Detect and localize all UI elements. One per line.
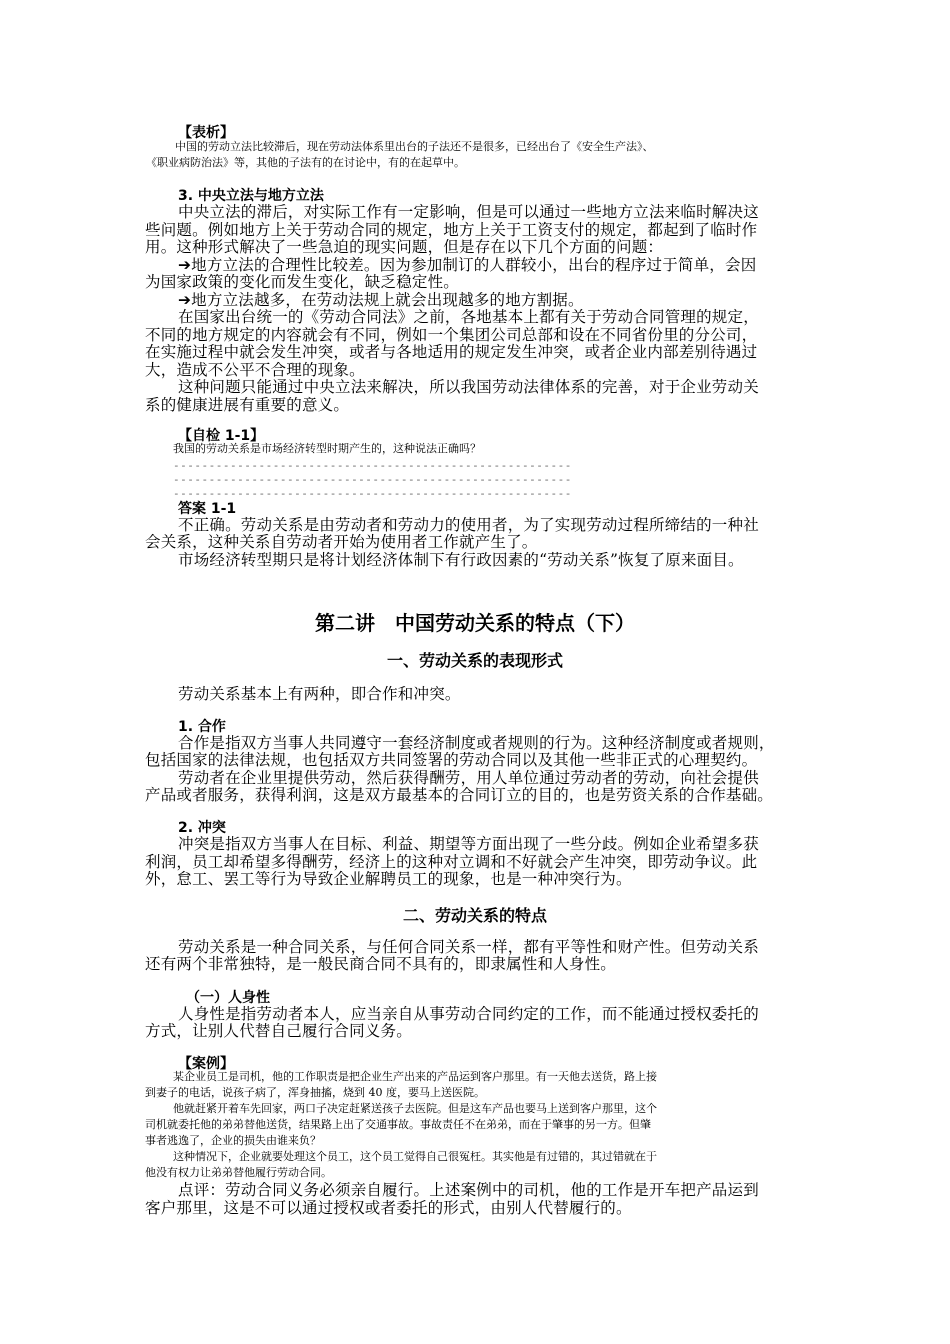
cooperation-title: 1. 合作 xyxy=(178,719,226,735)
case-line: 司机就委托他的弟弟替他送货，结果路上出了交通事故。事故责任不在弟弟，而在于肇事的另一方。但肇 xyxy=(145,1118,651,1131)
paragraph-line: 利润，员工却希望多得酬劳，经济上的这种对立调和不好就会产生冲突，即劳动争议。此 xyxy=(145,853,758,871)
case-line: 到妻子的电话，说孩子病了，浑身抽搐，烧到 40 度，要马上送医院。 xyxy=(145,1086,485,1099)
paragraph-line: 为国家政策的变化而发生变化，缺乏稳定性。 xyxy=(145,273,460,291)
paragraph-line: 冲突是指双方当事人在目标、利益、期望等方面出现了一些分歧。例如企业希望多获 xyxy=(178,835,759,853)
biaoxi-line: 《职业病防治法》等，其他的子法有的在讨论中，有的在起草中。 xyxy=(146,156,465,169)
self-check-question: 我国的劳动关系是市场经济转型时期产生的，这种说法正确吗？ xyxy=(173,442,481,455)
case-line: 某企业员工是司机，他的工作职责是把企业生产出来的产品运到客户那里。有一天他去送货，路上接 xyxy=(173,1070,657,1083)
tag-biaoxi: 【表析】 xyxy=(178,125,234,141)
paragraph-line: 方式，让别人代替自己履行合同义务。 xyxy=(145,1022,412,1040)
paragraph-line: 产品或者服务，获得利润，这是双方最基本的合同订立的目的，也是劳资关系的合作基础。 xyxy=(145,786,774,804)
part-1-title: 一、劳动关系的表现形式 xyxy=(386,651,563,670)
paragraph-line: 还有两个非常独特，是一般民商合同不具有的，即隶属性和人身性。 xyxy=(145,955,617,973)
paragraph-line: 大，造成不公平不合理的现象。 xyxy=(145,361,365,379)
section-3-title: 3. 中央立法与地方立法 xyxy=(178,188,324,204)
paragraph-line: 些问题。例如地方上关于劳动合同的规定，地方上关于工资支付的规定，都起到了临时作 xyxy=(145,221,758,239)
personal-title: （一）人身性 xyxy=(186,990,270,1006)
bullet-line: ➔地方立法越多，在劳动法规上就会出现越多的地方割据。 xyxy=(178,291,584,309)
answer-line: 会关系，这种关系自劳动者开始为使用者工作就产生了。 xyxy=(145,533,538,551)
paragraph-line: 合作是指双方当事人共同遵守一套经济制度或者规则的行为。这种经济制度或者规则， xyxy=(178,734,775,752)
answer-blank-line: -------------------------------------------------------- xyxy=(173,473,572,486)
case-line: 这种情况下，企业就要处理这个员工，这个员工觉得自己很冤枉。其实他是有过错的，其过错就在于 xyxy=(173,1150,657,1163)
answer-line: 不正确。劳动关系是由劳动者和劳动力的使用者，为了实现劳动过程所缔结的一种社 xyxy=(178,516,759,534)
case-line: 事者逃逸了，企业的损失由谁来负？ xyxy=(145,1134,321,1147)
lecture-title: 第二讲 中国劳动关系的特点（下） xyxy=(315,611,635,635)
paragraph-line: 中央立法的滞后，对实际工作有一定影响，但是可以通过一些地方立法来临时解决这 xyxy=(178,203,759,221)
biaoxi-line: 中国的劳动立法比较滞后，现在劳动法体系里出台的子法还不是很多，已经出台了《安全生产法》、 xyxy=(175,140,654,153)
paragraph-line: 劳动者在企业里提供劳动，然后获得酬劳，用人单位通过劳动者的劳动，向社会提供 xyxy=(178,769,759,787)
part-2-title: 二、劳动关系的特点 xyxy=(402,906,547,925)
case-line: 他没有权力让弟弟替他履行劳动合同。 xyxy=(145,1166,332,1179)
paragraph-line: 外，怠工、罢工等行为导致企业解聘员工的现象，也是一种冲突行为。 xyxy=(145,870,632,888)
paragraph-line: 用。这种形式解决了一些急迫的现实问题，但是存在以下几个方面的问题： xyxy=(145,238,664,256)
comment-line: 客户那里，这是不可以通过授权或者委托的形式，由别人代替履行的。 xyxy=(145,1199,632,1217)
case-line: 他就赶紧开着车先回家，两口子决定赶紧送孩子去医院。但是这车产品也要马上送到客户那里，这个 xyxy=(173,1102,657,1115)
part-1-intro: 劳动关系基本上有两种，即合作和冲突。 xyxy=(178,685,461,703)
bullet-line: ➔地方立法的合理性比较差。因为参加制订的人群较小，出台的程序过于简单，会因 xyxy=(178,256,757,274)
paragraph-line: 包括国家的法律法规，也包括双方共同签署的劳动合同以及其他一些非正式的心理契约。 xyxy=(145,751,758,769)
tag-case: 【案例】 xyxy=(178,1056,234,1072)
comment-line: 点评：劳动合同义务必须亲自履行。上述案例中的司机，他的工作是开车把产品运到 xyxy=(178,1181,759,1199)
conflict-title: 2. 冲突 xyxy=(178,820,226,836)
paragraph-line: 人身性是指劳动者本人，应当亲自从事劳动合同约定的工作，而不能通过授权委托的 xyxy=(178,1005,759,1023)
paragraph-line: 这种问题只能通过中央立法来解决，所以我国劳动法律体系的完善，对于企业劳动关 xyxy=(178,378,759,396)
answer-blank-line: -------------------------------------------------------- xyxy=(173,487,572,500)
paragraph-line: 劳动关系是一种合同关系，与任何合同关系一样，都有平等性和财产性。但劳动关系 xyxy=(178,938,759,956)
paragraph-line: 在国家出台统一的《劳动合同法》之前，各地基本上都有关于劳动合同管理的规定， xyxy=(178,308,759,326)
answer-title: 答案 1-1 xyxy=(178,501,237,517)
paragraph-line: 系的健康进展有重要的意义。 xyxy=(145,396,350,414)
answer-line: 市场经济转型期只是将计划经济体制下有行政因素的“劳动关系”恢复了原来面目。 xyxy=(178,551,744,569)
paragraph-line: 不同的地方规定的内容就会有不同，例如一个集团公司总部和设在不同省份里的分公司， xyxy=(145,326,758,344)
paragraph-line: 在实施过程中就会发生冲突，或者与各地适用的规定发生冲突，或者企业内部差别待遇过 xyxy=(145,343,758,361)
tag-self-check: 【自检 1-1】 xyxy=(178,428,265,444)
answer-blank-line: -------------------------------------------------------- xyxy=(173,459,572,472)
